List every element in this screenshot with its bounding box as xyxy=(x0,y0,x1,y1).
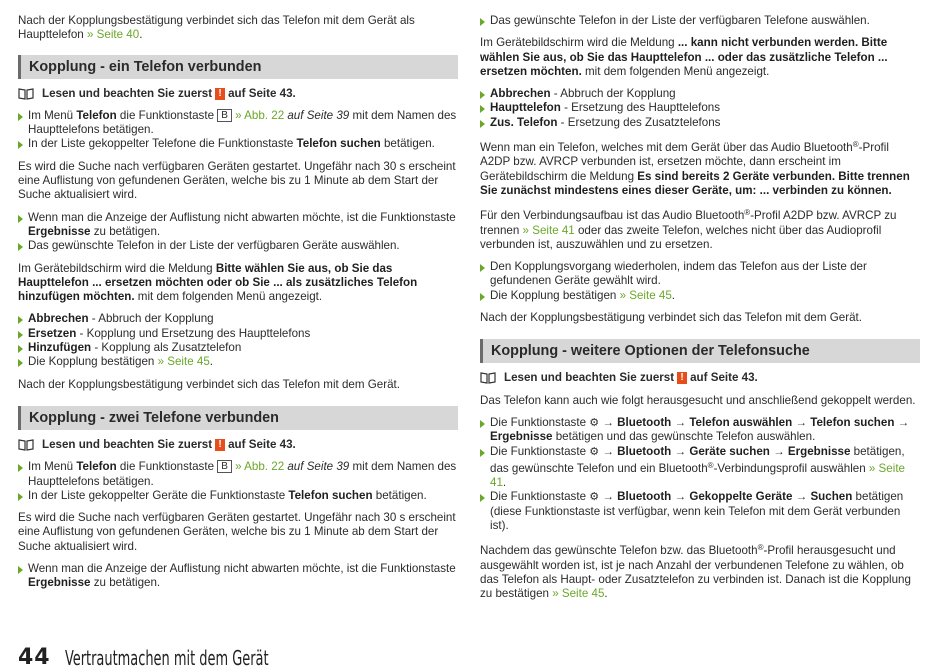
key-b-icon: B xyxy=(217,460,232,473)
read-notice: Lesen und beachten Sie zuerst ! auf Seite 43. xyxy=(480,371,920,385)
paragraph: Es wird die Suche nach verfügbaren Geräten gestartet. Ungefähr nach 30 s erscheint eine Auflistung von gefundenen Geräten, welche bis zu 1 Minute ab dem Start der Suche aktualisiert wird. xyxy=(18,511,456,553)
menu-options-list xyxy=(18,312,458,369)
page-link[interactable]: » Seite 45 xyxy=(619,288,672,302)
step-list xyxy=(480,416,920,533)
list-item: Zus. Telefon - Ersetzung des Zusatztelefons xyxy=(480,116,920,130)
list-item: Die Kopplung bestätigen » Seite 45. xyxy=(480,289,920,303)
list-item: Abbrechen - Abbruch der Kopplung xyxy=(18,312,458,326)
list-item: In der Liste gekoppelter Geräte die Funktionstaste Telefon suchen betätigen. xyxy=(18,489,458,503)
step-list xyxy=(480,260,920,303)
section-heading-search-options: Kopplung - weitere Optionen der Telefonsuche xyxy=(480,339,920,363)
list-item: Das gewünschte Telefon in der Liste der verfügbaren Geräte auswählen. xyxy=(18,239,458,253)
page-link[interactable]: » Seite 45 xyxy=(157,355,210,369)
book-icon xyxy=(18,88,34,100)
chapter-title: Vertrautmachen mit dem Gerät xyxy=(64,645,269,670)
page-link[interactable]: » Seite 45 xyxy=(552,587,605,601)
step-list xyxy=(18,109,458,152)
key-b-icon: B xyxy=(217,109,232,122)
figure-link[interactable]: » Abb. 22 xyxy=(231,460,285,474)
list-item: Im Menü Telefon die Funktionstaste B » Abb. 22 auf Seite 39 mit dem Namen des Haupttelefons betätigen. xyxy=(18,460,458,489)
right-column xyxy=(480,14,920,610)
list-item: Ersetzen - Kopplung und Ersetzung des Haupttelefons xyxy=(18,327,458,341)
list-item: Die Funktionstaste ⚙ → Bluetooth → Geräte suchen → Ergebnisse betätigen, das gewünschte Telefon und ein Bluetooth®-Verbindungsprofil auswählen » Seite 41. xyxy=(480,445,920,491)
left-column xyxy=(18,14,458,599)
list-item: Haupttelefon - Ersetzung des Haupttelefons xyxy=(480,101,920,115)
page-footer xyxy=(18,640,347,670)
book-icon xyxy=(480,372,496,384)
page-link[interactable]: » Seite 41 xyxy=(490,461,905,490)
read-notice: Lesen und beachten Sie zuerst ! auf Seite 43. xyxy=(18,438,458,452)
gear-icon: ⚙ xyxy=(589,491,600,504)
step-list xyxy=(18,562,458,591)
paragraph: Das Telefon kann auch wie folgt herausgesucht und anschließend gekoppelt werden. xyxy=(480,393,916,407)
list-item: Wenn man die Anzeige der Auflistung nicht abwarten möchte, ist die Funktionstaste Ergebnisse zu betätigen. xyxy=(18,562,458,591)
list-item: Die Funktionstaste ⚙ → Bluetooth → Gekoppelte Geräte → Suchen betätigen (diese Funktionstaste ist verfügbar, wenn kein Telefon mit dem Gerät verbunden ist). xyxy=(480,490,920,533)
paragraph: Es wird die Suche nach verfügbaren Geräten gestartet. Ungefähr nach 30 s erscheint eine Auflistung von gefundenen Geräten, welche bis zu 1 Minute ab dem Start der Suche aktualisiert wird. xyxy=(18,159,456,202)
paragraph: Wenn man ein Telefon, welches mit dem Gerät über das Audio Bluetooth®-Profil A2DP bzw. AVRCP verbunden ist, ersetzen möchte, dann erscheint im Gerätebildschirm die Meldung Es sind bereits 2 Geräte verbunden. Bitte trennen Sie zunächst mindestens eines dieser Geräte, um: ... verbinden zu können. xyxy=(480,140,910,197)
list-item: Das gewünschte Telefon in der Liste der verfügbaren Telefone auswählen. xyxy=(480,14,920,28)
warning-icon: ! xyxy=(215,439,225,451)
paragraph: Nachdem das gewünschte Telefon bzw. das Bluetooth®-Profil herausgesucht und ausgewählt worden ist, ist je nach Anzahl der verbundenen Telefone zu wählen, ob das Telefon als Haupt- oder Zusatztelefon zu verbinden ist. Danach ist die Kopplung zu bestätigen » Seite 45. xyxy=(480,543,911,601)
list-item: In der Liste gekoppelter Telefone die Funktionstaste Telefon suchen betätigen. xyxy=(18,137,458,151)
gear-icon: ⚙ xyxy=(589,416,600,429)
page-link[interactable]: » Seite 40 xyxy=(86,28,140,42)
list-item: Den Kopplungsvorgang wiederholen, indem das Telefon aus der Liste der gefundenen Geräte gewählt wird. xyxy=(480,260,920,289)
list-item: Hinzufügen - Kopplung als Zusatztelefon xyxy=(18,341,458,355)
list-item: Wenn man die Anzeige der Auflistung nicht abwarten möchte, ist die Funktionstaste Ergebnisse zu betätigen. xyxy=(18,211,458,240)
page-link[interactable]: » Seite 41 xyxy=(522,223,575,237)
list-item: Die Kopplung bestätigen » Seite 45. xyxy=(18,355,458,369)
figure-link[interactable]: » Abb. 22 xyxy=(231,108,285,122)
step-list xyxy=(18,211,458,254)
book-icon xyxy=(18,439,34,451)
warning-icon: ! xyxy=(677,372,687,384)
list-item: Die Funktionstaste ⚙ → Bluetooth → Telefon auswählen → Telefon suchen → Ergebnisse betätigen und das gewünschte Telefon auswählen. xyxy=(480,416,920,445)
paragraph: Für den Verbindungsaufbau ist das Audio Bluetooth®-Profil A2DP bzw. AVRCP zu trennen » Seite 41 oder das zweite Telefon, welches nicht über das Audioprofil verbunden ist, auszuwählen und zu ersetzen. xyxy=(480,208,897,251)
menu-options-list xyxy=(480,87,920,130)
gear-icon: ⚙ xyxy=(589,445,600,458)
paragraph: Nach der Kopplungsbestätigung verbindet sich das Telefon mit dem Gerät. xyxy=(18,377,400,391)
paragraph: Im Gerätebildschirm wird die Meldung Bitte wählen Sie aus, ob Sie das Haupttelefon ... ersetzen möchten oder ob Sie ... als zusätzliches Telefon hinzufügen möchten. mit dem folgenden Menü angezeigt. xyxy=(18,261,418,304)
page-number: 44 xyxy=(18,644,51,670)
section-heading-two-phones: Kopplung - zwei Telefone verbunden xyxy=(18,406,458,430)
step-list xyxy=(480,14,920,28)
paragraph: Im Gerätebildschirm wird die Meldung ... kann nicht verbunden werden. Bitte wählen Sie aus, ob Sie das Haupttelefon ... oder das zusätzliche Telefon ... ersetzen möchten. mit dem folgenden Menü angezeigt. xyxy=(480,36,888,78)
section-heading-one-phone: Kopplung - ein Telefon verbunden xyxy=(18,55,458,79)
paragraph: Nach der Kopplungsbestätigung verbindet sich das Telefon mit dem Gerät. xyxy=(480,311,862,325)
intro-paragraph: Nach der Kopplungsbestätigung verbindet sich das Telefon mit dem Gerät als Haupttelefon » Seite 40. xyxy=(18,14,415,42)
list-item: Im Menü Telefon die Funktionstaste B » Abb. 22 auf Seite 39 mit dem Namen des Haupttelefons betätigen. xyxy=(18,109,458,138)
list-item: Abbrechen - Abbruch der Kopplung xyxy=(480,87,920,101)
warning-icon: ! xyxy=(215,88,225,100)
step-list xyxy=(18,460,458,503)
read-notice: Lesen und beachten Sie zuerst ! auf Seite 43. xyxy=(18,87,458,101)
